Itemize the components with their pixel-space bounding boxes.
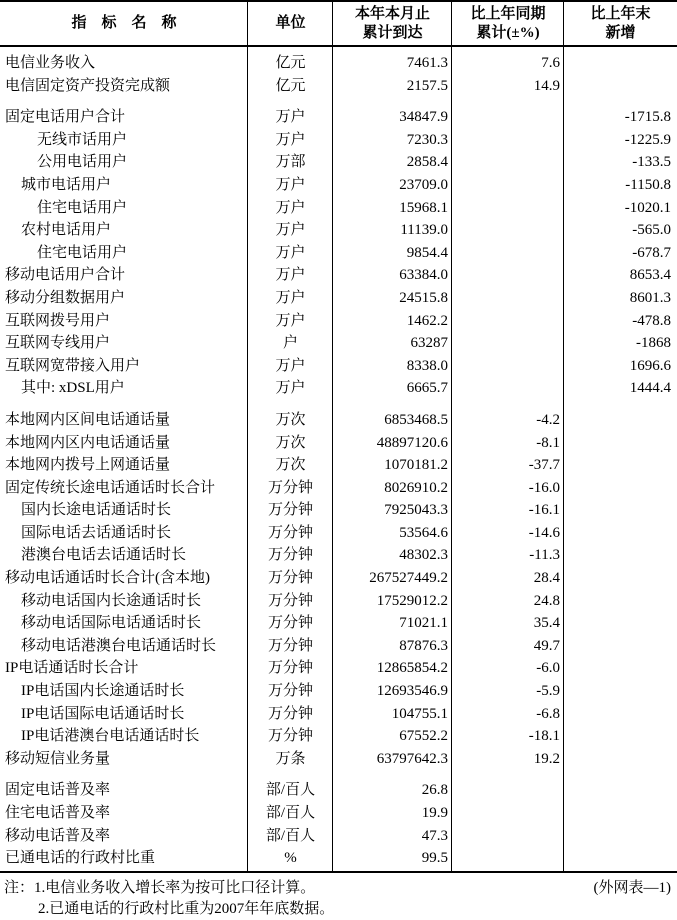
indicator-cell: 港澳台电话去话通话时长 [21, 547, 187, 564]
indicator-cell: 本地网内区内电话通话量 [5, 434, 171, 451]
footnote-2-text: 2.已通电话的行政村比重为2007年年底数据。 [38, 901, 335, 917]
indicator-cell: 无线市话用户 [37, 131, 128, 148]
yoy-cell: 24.8 [533, 592, 560, 609]
yoy-cell [452, 151, 564, 174]
table-row [0, 703, 677, 726]
indicator-cell: 国际电话去话通话时长 [21, 524, 172, 541]
cumulative-cell: 7230.3 [406, 131, 448, 148]
net-increase-cell: -1225.9 [624, 131, 671, 148]
cumulative-cell: 63287 [410, 335, 448, 352]
table-row [0, 612, 677, 635]
yoy-cell [452, 310, 564, 333]
header-cumulative-line1: 本年本月止 [354, 5, 430, 22]
yoy-cell: 19.2 [533, 750, 560, 767]
table-row [0, 454, 677, 477]
unit-cell: 部/百人 [265, 782, 316, 799]
table-row [0, 725, 677, 748]
net-increase-cell [564, 612, 677, 635]
indicator-cell: IP电话国内长途通话时长 [21, 683, 185, 700]
yoy-cell: -11.3 [529, 547, 560, 564]
unit-cell: 万户 [275, 199, 306, 216]
table-row [0, 680, 677, 703]
unit-cell: 万分钟 [267, 502, 313, 519]
table-row [0, 779, 677, 802]
indicator-cell: 固定电话普及率 [5, 782, 111, 799]
cumulative-cell: 15968.1 [399, 199, 448, 216]
net-increase-cell: -678.7 [632, 244, 671, 261]
column-divider-1 [247, 2, 248, 871]
net-increase-cell [564, 499, 677, 522]
table-header-row [0, 2, 677, 47]
yoy-cell: -6.0 [536, 660, 560, 677]
column-divider-4 [563, 2, 564, 871]
indicator-cell: 电信固定资产投资完成额 [5, 77, 171, 94]
yoy-cell [452, 825, 564, 848]
net-increase-cell [564, 544, 677, 567]
indicator-cell: IP电话国际电话通话时长 [21, 705, 185, 722]
unit-cell: 亿元 [275, 77, 306, 94]
net-increase-cell: 1696.6 [629, 357, 671, 374]
header-yoy-line2: 累计(±%) [476, 24, 540, 41]
indicator-cell: 本地网内拨号上网通话量 [5, 457, 171, 474]
table-row [0, 635, 677, 658]
net-increase-cell [564, 567, 677, 590]
indicator-cell: 农村电话用户 [21, 222, 112, 239]
unit-cell: 万分钟 [267, 547, 313, 564]
cumulative-cell: 34847.9 [399, 109, 448, 126]
net-increase-cell: -565.0 [632, 222, 671, 239]
indicator-cell: IP电话通话时长合计 [5, 660, 139, 677]
yoy-cell: -5.9 [536, 683, 560, 700]
table-row [0, 748, 677, 771]
unit-cell: 万分钟 [267, 615, 313, 632]
table-row [0, 287, 677, 310]
net-increase-cell: 8601.3 [629, 289, 671, 306]
yoy-cell [452, 355, 564, 378]
indicator-cell: 城市电话用户 [21, 176, 112, 193]
yoy-cell: -37.7 [528, 457, 560, 474]
yoy-cell [452, 129, 564, 152]
table-row [0, 75, 677, 98]
table-row [0, 332, 677, 355]
indicator-cell: 互联网专线用户 [5, 335, 111, 352]
net-increase-cell [564, 635, 677, 658]
indicator-cell: 移动电话用户合计 [5, 267, 126, 284]
cumulative-cell: 87876.3 [399, 637, 448, 654]
net-increase-cell: -478.8 [632, 312, 671, 329]
yoy-cell: -16.1 [528, 502, 560, 519]
header-indicator-name [0, 14, 248, 33]
net-increase-cell [564, 52, 677, 75]
unit-cell: 万户 [275, 176, 306, 193]
header-indicator-label: 指 标 名 称 [71, 15, 177, 31]
cumulative-cell: 12693546.9 [376, 683, 448, 700]
yoy-cell: -18.1 [528, 728, 560, 745]
unit-cell: 万次 [275, 411, 306, 428]
unit-cell: 亿元 [275, 55, 306, 71]
unit-cell: % [284, 850, 297, 867]
net-increase-cell [564, 454, 677, 477]
net-increase-cell: 8653.4 [629, 267, 671, 284]
unit-cell: 万户 [275, 289, 306, 306]
unit-cell: 万分钟 [267, 683, 313, 700]
unit-cell: 部/百人 [265, 827, 316, 844]
cumulative-cell: 7461.3 [406, 55, 448, 71]
header-net-increase [564, 5, 677, 43]
footnote-line-1 [4, 878, 671, 899]
indicator-cell: 公用电话用户 [37, 154, 128, 171]
indicator-cell: 互联网拨号用户 [5, 312, 111, 329]
net-increase-cell [564, 409, 677, 432]
unit-cell: 万户 [275, 357, 306, 374]
net-increase-cell [564, 779, 677, 802]
unit-cell: 万户 [275, 109, 306, 126]
indicator-cell: 移动电话国内长途通话时长 [21, 592, 202, 609]
cumulative-cell: 48302.3 [399, 547, 448, 564]
unit-cell: 万户 [275, 222, 306, 239]
table-row [0, 522, 677, 545]
header-yoy-line1: 比上年同期 [470, 5, 546, 22]
net-increase-cell: -1868 [636, 335, 671, 352]
yoy-cell [452, 377, 564, 400]
table-row [0, 377, 677, 400]
unit-cell: 万分钟 [267, 637, 313, 654]
net-increase-cell [564, 847, 677, 870]
net-increase-cell [564, 680, 677, 703]
unit-cell: 部/百人 [265, 805, 316, 821]
cumulative-cell: 2157.5 [406, 77, 448, 94]
header-cumulative-line2: 累计到达 [362, 24, 423, 41]
yoy-cell: -14.6 [528, 524, 560, 541]
unit-cell: 万部 [275, 154, 306, 171]
header-unit-label: 单位 [275, 15, 306, 31]
net-increase-cell: -1715.8 [624, 109, 671, 126]
unit-cell: 万分钟 [267, 524, 313, 541]
unit-cell: 万条 [275, 750, 306, 767]
cumulative-cell: 67552.2 [399, 728, 448, 745]
cumulative-cell: 6853468.5 [384, 411, 448, 428]
table-row [0, 219, 677, 242]
cumulative-cell: 26.8 [421, 782, 448, 799]
indicator-cell: 电信业务收入 [5, 55, 96, 71]
net-increase-cell [564, 477, 677, 500]
footnotes [0, 873, 677, 920]
unit-cell: 户 [282, 335, 298, 352]
yoy-cell: 14.9 [533, 77, 560, 94]
unit-cell: 万分钟 [267, 479, 313, 496]
net-increase-cell [564, 802, 677, 825]
indicator-cell: 住宅电话用户 [37, 199, 128, 216]
indicator-cell: 移动电话国际电话通话时长 [21, 615, 202, 632]
footnote-1-text: 注：1.电信业务收入增长率为按可比口径计算。 [4, 880, 316, 896]
table-row [0, 174, 677, 197]
yoy-cell [452, 847, 564, 870]
table-row [0, 151, 677, 174]
yoy-cell: -4.2 [536, 411, 560, 428]
table-reference: (外网表—1) [593, 880, 671, 896]
indicator-cell: 已通电话的行政村比重 [5, 850, 156, 867]
yoy-cell [452, 197, 564, 220]
unit-cell: 万户 [275, 244, 306, 261]
cumulative-cell: 1462.2 [406, 312, 448, 329]
yoy-cell: -6.8 [536, 705, 560, 722]
column-divider-3 [451, 2, 452, 871]
yoy-cell [452, 174, 564, 197]
yoy-cell: 28.4 [533, 570, 560, 587]
table-row [0, 197, 677, 220]
cumulative-cell: 71021.1 [399, 615, 448, 632]
unit-cell: 万分钟 [267, 660, 313, 677]
cumulative-cell: 2858.4 [406, 154, 448, 171]
net-increase-cell [564, 75, 677, 98]
table-row [0, 432, 677, 455]
table-row [0, 847, 677, 870]
cumulative-cell: 63384.0 [399, 267, 448, 284]
yoy-cell [452, 287, 564, 310]
net-increase-cell [564, 522, 677, 545]
cumulative-cell: 7925043.3 [384, 502, 448, 519]
yoy-cell: 49.7 [533, 637, 560, 654]
table-row [0, 310, 677, 333]
indicator-cell: 移动电话港澳台电话通话时长 [21, 637, 217, 654]
cumulative-cell: 17529012.2 [376, 592, 448, 609]
unit-cell: 万次 [275, 457, 306, 474]
unit-cell: 万户 [275, 312, 306, 329]
net-increase-cell: -133.5 [632, 154, 671, 171]
yoy-cell [452, 219, 564, 242]
unit-cell: 万分钟 [267, 728, 313, 745]
yoy-cell: -16.0 [528, 479, 560, 496]
net-increase-cell: -1150.8 [625, 176, 671, 193]
yoy-cell [452, 332, 564, 355]
net-increase-cell: 1444.4 [629, 380, 671, 397]
indicator-cell: 住宅电话普及率 [5, 805, 111, 821]
cumulative-cell: 12865854.2 [376, 660, 448, 677]
indicator-cell: 移动电话普及率 [5, 827, 111, 844]
cumulative-cell: 23709.0 [399, 176, 448, 193]
indicator-cell: 移动短信业务量 [5, 750, 111, 767]
table-row [0, 52, 677, 75]
cumulative-cell: 63797642.3 [376, 750, 448, 767]
net-increase-cell [564, 825, 677, 848]
net-increase-cell [564, 432, 677, 455]
cumulative-cell: 53564.6 [399, 524, 448, 541]
yoy-cell: 7.6 [541, 55, 560, 71]
unit-cell: 万户 [275, 380, 306, 397]
header-unit [248, 14, 333, 33]
header-yoy [452, 5, 564, 43]
table-row [0, 499, 677, 522]
indicator-cell: 其中: xDSL用户 [21, 380, 125, 397]
cumulative-cell: 6665.7 [406, 380, 448, 397]
yoy-cell [452, 264, 564, 287]
yoy-cell [452, 106, 564, 129]
cumulative-cell: 104755.1 [391, 705, 448, 722]
cumulative-cell: 9854.4 [406, 244, 448, 261]
net-increase-cell [564, 703, 677, 726]
column-divider-2 [332, 2, 333, 871]
cumulative-cell: 24515.8 [399, 289, 448, 306]
yoy-cell [452, 242, 564, 265]
table-row [0, 106, 677, 129]
header-net-line1: 比上年末 [590, 5, 651, 22]
cumulative-cell: 19.9 [421, 805, 448, 821]
table-body [0, 47, 677, 870]
net-increase-cell [564, 590, 677, 613]
unit-cell: 万分钟 [267, 570, 313, 587]
table-row [0, 409, 677, 432]
indicator-cell: 固定电话用户合计 [5, 109, 126, 126]
cumulative-cell: 267527449.2 [369, 570, 448, 587]
yoy-cell [452, 779, 564, 802]
table-row [0, 590, 677, 613]
table-row [0, 477, 677, 500]
cumulative-cell: 48897120.6 [376, 434, 448, 451]
unit-cell: 万户 [275, 267, 306, 284]
table-row [0, 355, 677, 378]
indicator-cell: IP电话港澳台电话通话时长 [21, 728, 200, 745]
net-increase-cell [564, 657, 677, 680]
unit-cell: 万次 [275, 434, 306, 451]
table-row [0, 264, 677, 287]
cumulative-cell: 99.5 [421, 850, 448, 867]
indicator-cell: 国内长途电话通话时长 [21, 502, 172, 519]
footnote-line-2 [4, 899, 671, 920]
indicator-cell: 互联网宽带接入用户 [5, 357, 141, 374]
cumulative-cell: 8026910.2 [384, 479, 448, 496]
header-net-line2: 新增 [605, 24, 636, 41]
net-increase-cell: -1020.1 [624, 199, 671, 216]
indicator-cell: 移动电话通话时长合计(含本地) [5, 570, 210, 587]
header-cumulative [333, 5, 452, 43]
unit-cell: 万分钟 [267, 705, 313, 722]
table-row [0, 825, 677, 848]
net-increase-cell [564, 725, 677, 748]
cumulative-cell: 47.3 [421, 827, 448, 844]
table-row [0, 544, 677, 567]
indicator-cell: 固定传统长途电话通话时长合计 [5, 479, 216, 496]
unit-cell: 万户 [275, 131, 306, 148]
yoy-cell [452, 802, 564, 825]
yoy-cell: -8.1 [536, 434, 560, 451]
unit-cell: 万分钟 [267, 592, 313, 609]
cumulative-cell: 1070181.2 [384, 457, 448, 474]
indicator-cell: 住宅电话用户 [37, 244, 128, 261]
table-row [0, 802, 677, 825]
cumulative-cell: 11139.0 [400, 222, 448, 239]
cumulative-cell: 8338.0 [406, 357, 448, 374]
indicator-cell: 移动分组数据用户 [5, 289, 126, 306]
table-row [0, 242, 677, 265]
table-row [0, 567, 677, 590]
net-increase-cell [564, 748, 677, 771]
indicator-cell: 本地网内区间电话通话量 [5, 411, 171, 428]
table-row [0, 657, 677, 680]
table-row [0, 129, 677, 152]
yoy-cell: 35.4 [533, 615, 560, 632]
